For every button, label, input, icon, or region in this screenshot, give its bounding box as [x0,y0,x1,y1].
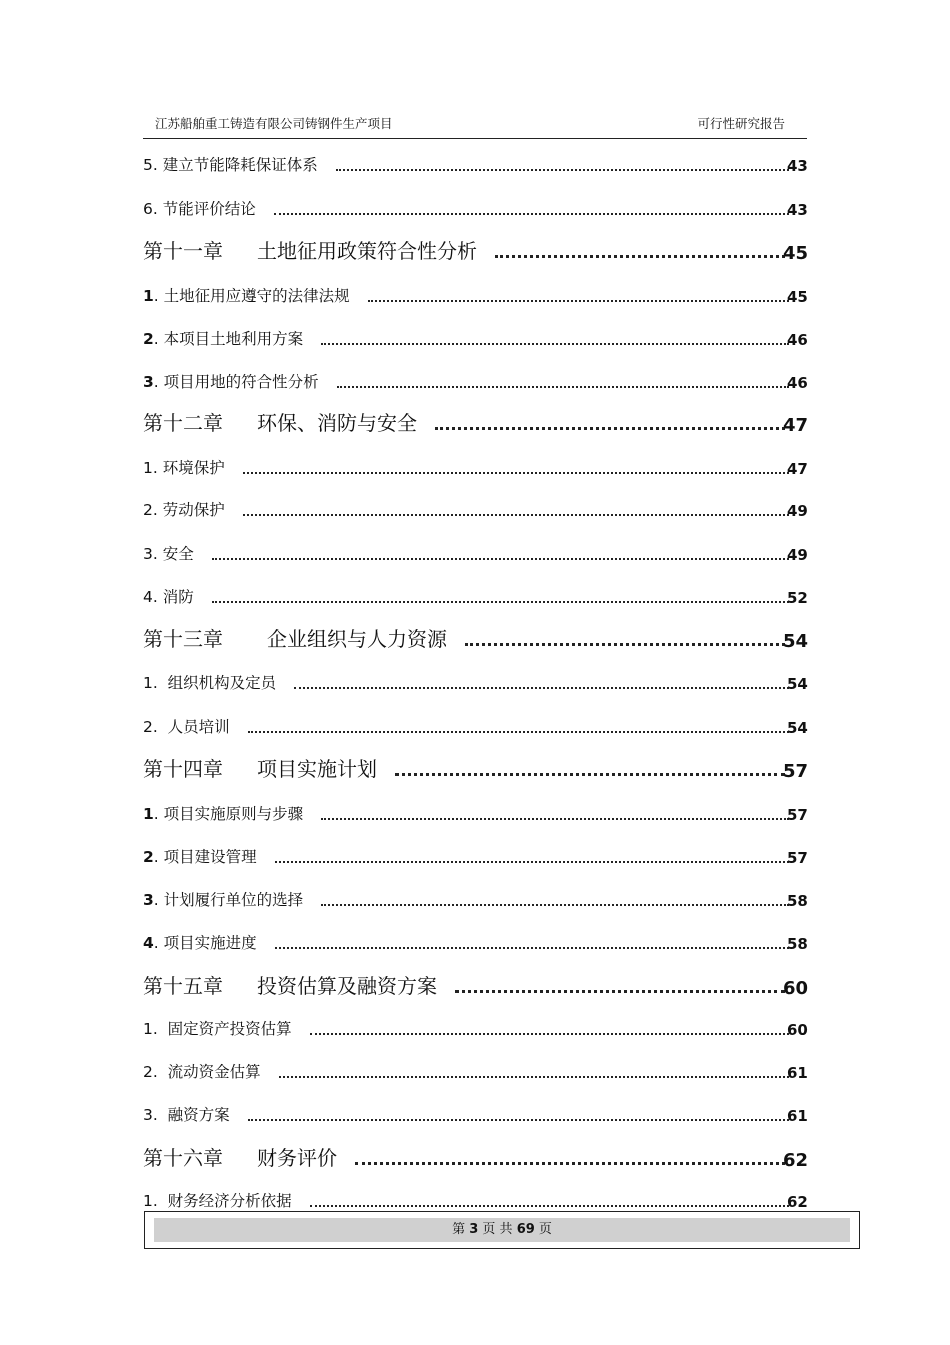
chapter-title: 项目实施计划 [257,757,377,781]
dot-leader [279,1076,789,1078]
chapter-number: 第十六章 [143,1146,223,1170]
toc-chapter[interactable] [143,408,807,436]
toc-entry-page: 49 [787,502,808,520]
toc-entry-number: 1. [143,459,158,477]
toc-entry[interactable] [143,197,807,219]
toc-entry-number: 2. [143,718,158,736]
chapter-number: 第十三章 [143,627,223,651]
toc-entry-page: 43 [787,201,808,219]
toc-entry[interactable]: 1. 项目实施原则与步骤 57 [143,805,808,824]
toc-entry-page: 60 [787,1021,808,1039]
toc-entry-title: 项目建设管理 [163,848,257,866]
dot-leader [212,558,789,560]
toc-entry-number: 6. [143,200,158,218]
dot-leader [275,947,789,949]
dot-leader [248,731,789,733]
toc-entry[interactable] [143,153,807,175]
dot-leader [465,643,785,646]
toc-entry-page: 57 [787,849,808,867]
dot-leader [294,687,789,689]
toc-entry-title: 计划履行单位的选择 [163,891,304,909]
toc-entry[interactable]: 2. 本项目土地利用方案 46 [143,330,808,349]
dot-leader [275,861,789,863]
dot-leader [248,1119,789,1121]
chapter-number: 第十一章 [143,239,223,263]
toc-entry-title: 流动资金估算 [167,1063,261,1081]
toc-entry-number: 1 [143,805,154,823]
dot-leader [274,213,789,215]
toc-entry[interactable] [143,1189,807,1211]
toc-entry-title: 融资方案 [167,1106,230,1124]
dot-leader [435,427,785,430]
toc-entry-number: 3 [143,891,154,909]
toc-entry[interactable]: 4. 项目实施进度 58 [143,934,808,953]
toc-entry-number: 4. [143,588,158,606]
toc-entry[interactable] [143,585,807,607]
header-report-type: 可行性研究报告 [697,116,785,131]
dot-leader [455,990,785,993]
toc-entry[interactable]: 1. 土地征用应遵守的法律法规 45 [143,287,808,306]
toc-entry-title: 环境保护 [162,459,225,477]
toc-entry[interactable] [143,671,807,693]
toc-entry[interactable] [143,498,807,520]
toc-chapter-page: 47 [783,415,809,436]
toc-entry-page: 62 [787,1193,808,1211]
dot-leader [355,1162,785,1165]
page-header [143,112,807,139]
toc-entry-page: 58 [787,935,808,953]
toc-entry[interactable] [143,1103,807,1125]
toc-entry[interactable] [143,715,807,737]
chapter-title: 投资估算及融资方案 [257,974,437,998]
toc-entry-number: 3. [143,1106,158,1124]
toc-entry-title: 项目实施进度 [163,934,257,952]
dot-leader [336,169,789,171]
toc-entry-title: 土地征用应遵守的法律法规 [163,287,350,305]
toc-entry-number: 1 [143,287,154,305]
toc-entry-page: 45 [787,288,808,306]
toc-entry-title: 固定资产投资估算 [167,1020,292,1038]
toc-entry[interactable] [143,1017,807,1039]
dot-leader [321,343,789,345]
toc-chapter-page: 45 [783,243,809,264]
toc-entry-title: 节能评价结论 [162,200,256,218]
dot-leader [243,472,789,474]
toc-entry-title: 组织机构及定员 [167,674,277,692]
dot-leader [243,514,789,516]
toc-entry[interactable]: 3. 项目用地的符合性分析 46 [143,373,808,392]
toc-entry-page: 61 [787,1107,808,1125]
toc-chapter[interactable] [143,624,807,652]
toc-entry[interactable] [143,542,807,564]
toc-entry-page: 49 [787,546,808,564]
toc-entry[interactable] [143,456,807,478]
chapter-title: 环保、消防与安全 [257,411,417,435]
dot-leader [337,386,789,388]
toc-entry-title: 项目实施原则与步骤 [163,805,304,823]
toc-entry-title: 安全 [162,545,194,563]
toc-entry-page: 46 [787,374,808,392]
toc-entry[interactable]: 2. 项目建设管理 57 [143,848,808,867]
header-project-name: 江苏船舶重工铸造有限公司铸钢件生产项目 [155,116,393,131]
toc-entry-number: 4 [143,934,154,952]
toc-entry-page: 47 [787,460,808,478]
chapter-title: 企业组织与人力资源 [267,627,447,651]
toc-chapter[interactable] [143,1143,807,1171]
toc-chapter[interactable] [143,971,807,999]
chapter-title: 财务评价 [257,1146,337,1170]
dot-leader [310,1033,789,1035]
toc-chapter-page: 57 [783,761,809,782]
toc-entry-title: 建立节能降耗保证体系 [162,156,318,174]
toc-entry-page: 54 [787,675,808,693]
dot-leader [212,601,789,603]
toc-entry-number: 3. [143,545,158,563]
toc-entry-number: 2. [143,501,158,519]
toc-entry-page: 54 [787,719,808,737]
toc-entry-page: 61 [787,1064,808,1082]
toc-entry[interactable] [143,1060,807,1082]
toc-entry-number: 2. [143,1063,158,1081]
total-page-count: 69 [516,1222,535,1237]
toc-entry-page: 43 [787,157,808,175]
toc-entry-title: 消防 [162,588,194,606]
toc-entry-title: 劳动保护 [162,501,225,519]
toc-chapter-page: 62 [783,1150,809,1171]
toc-entry-page: 46 [787,331,808,349]
toc-chapter-page: 54 [783,631,809,652]
dot-leader [395,773,785,776]
toc-entry-number: 5. [143,156,158,174]
toc-entry[interactable]: 3. 计划履行单位的选择 58 [143,891,808,910]
dot-leader [368,300,789,302]
page-number-bar: 第 3 页 共 69 页 [154,1218,850,1242]
toc-entry-number: 1. [143,674,158,692]
toc-entry-number: 3 [143,373,154,391]
toc-entry-page: 52 [787,589,808,607]
toc-entry-number: 2 [143,848,154,866]
toc-chapter-page: 60 [783,978,809,999]
toc-entry-page: 57 [787,806,808,824]
chapter-number: 第十二章 [143,411,223,435]
page-footer [144,1211,860,1249]
dot-leader [495,255,785,258]
toc-chapter[interactable] [143,236,807,264]
toc-entry-title: 人员培训 [167,718,230,736]
dot-leader [310,1205,789,1207]
toc-entry-page: 58 [787,892,808,910]
toc-chapter[interactable] [143,754,807,782]
toc-entry-number: 1. [143,1020,158,1038]
chapter-title: 土地征用政策符合性分析 [257,239,477,263]
chapter-number: 第十四章 [143,757,223,781]
toc-entry-number: 1. [143,1192,158,1210]
dot-leader [321,818,789,820]
toc-entry-title: 财务经济分析依据 [167,1192,292,1210]
dot-leader [321,904,789,906]
toc-entry-title: 项目用地的符合性分析 [163,373,319,391]
toc-entry-number: 2 [143,330,154,348]
toc-entry-title: 本项目土地利用方案 [163,330,304,348]
current-page-number: 3 [469,1222,479,1237]
chapter-number: 第十五章 [143,974,223,998]
